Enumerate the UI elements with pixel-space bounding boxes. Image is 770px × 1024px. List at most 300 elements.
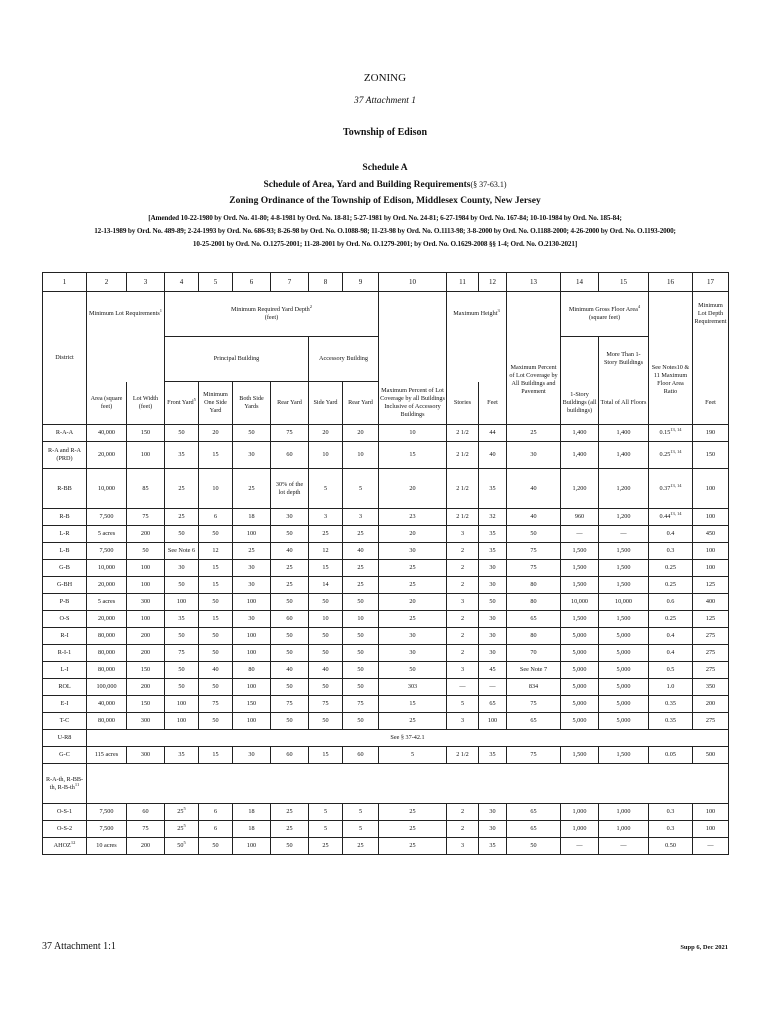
table-cell	[561, 696, 599, 713]
table-cell	[447, 526, 479, 543]
cell-value: 300	[140, 598, 151, 605]
max-height-header	[447, 292, 507, 337]
table-row	[43, 594, 729, 611]
cell-value: 30	[489, 581, 496, 588]
table-cell	[693, 628, 729, 645]
column-number: 14	[561, 273, 599, 292]
cell-value: 100	[246, 649, 257, 656]
table-cell	[447, 577, 479, 594]
table-cell	[479, 425, 507, 442]
district-name: O-S-1	[56, 808, 73, 815]
table-cell	[479, 645, 507, 662]
table-cell	[649, 509, 693, 526]
table-cell	[599, 425, 649, 442]
table-cell	[561, 509, 599, 526]
cell-value: 20,000	[97, 615, 115, 622]
table-cell	[271, 662, 309, 679]
table-row	[43, 662, 729, 679]
district-name: R-A-A	[55, 429, 74, 436]
schedule-table	[42, 272, 729, 855]
cell-value: 50	[530, 530, 537, 537]
cell-value: 75	[530, 700, 537, 707]
column-number: 15	[599, 273, 649, 292]
cell-value: —	[489, 683, 496, 690]
cell-value: —	[459, 683, 466, 690]
table-cell	[561, 713, 599, 730]
cell-value: 30	[286, 513, 293, 520]
table-cell	[233, 611, 271, 628]
far-note-sup: 13, 14	[670, 448, 682, 454]
table-cell	[343, 679, 379, 696]
table-cell	[379, 577, 447, 594]
cell-value: 0.50	[665, 842, 676, 849]
cell-value: 5,000	[572, 666, 587, 673]
column-number: 10	[379, 273, 447, 292]
cell-value: 2 1/2	[456, 451, 469, 458]
cell-value: 1,000	[572, 825, 587, 832]
district-cell	[43, 442, 87, 469]
cell-value: 50	[178, 429, 185, 436]
table-cell	[507, 594, 561, 611]
min-yard-unit: (feet)	[264, 314, 279, 321]
cell-value: 25	[286, 825, 293, 832]
min-gfa-header-text: Minimum Gross Floor Area	[568, 306, 638, 313]
cell-value: 50	[178, 632, 185, 639]
cell-value: 25	[286, 564, 293, 571]
district-cell	[43, 543, 87, 560]
cell-value: 60	[286, 751, 293, 758]
table-cell	[599, 838, 649, 855]
table-cell	[343, 804, 379, 821]
front-yard-sup: 5	[193, 396, 196, 402]
table-cell	[379, 696, 447, 713]
table-cell	[379, 442, 447, 469]
table-cell	[343, 747, 379, 764]
cell-value: 150	[140, 429, 151, 436]
cell-value: 100	[246, 632, 257, 639]
table-cell	[507, 679, 561, 696]
cell-value: 30	[530, 451, 537, 458]
cell-value: 10	[212, 484, 219, 492]
cell-value: 50	[409, 666, 416, 673]
cell-value: 40	[212, 666, 219, 673]
table-cell	[379, 713, 447, 730]
table-cell	[561, 804, 599, 821]
table-cell	[343, 594, 379, 611]
table-cell	[561, 594, 599, 611]
lot-spacer	[87, 337, 165, 382]
table-cell	[127, 560, 165, 577]
table-cell	[599, 543, 649, 560]
cell-value: 75	[286, 429, 293, 436]
cell-value: 30	[489, 632, 496, 639]
table-cell	[447, 442, 479, 469]
cell-value: 5	[323, 484, 328, 492]
district-name: L-R	[59, 530, 70, 537]
cell-value: 25	[177, 808, 184, 815]
table-cell	[561, 442, 599, 469]
total-floors-header: Total of All Floors	[599, 382, 649, 425]
cell-value: 30	[248, 581, 255, 588]
table-cell	[87, 804, 127, 821]
cell-value: 100	[705, 513, 716, 520]
cell-value: 70	[530, 649, 537, 656]
table-cell	[165, 838, 199, 855]
table-cell	[127, 821, 165, 838]
cell-value: 100	[140, 564, 151, 571]
cell-value: 50	[286, 842, 293, 849]
table-cell	[87, 469, 127, 509]
acc-side-header: Side Yard	[309, 382, 343, 425]
attachment-label: 37 Attachment 1	[353, 96, 417, 106]
feet17-header: Feet	[693, 382, 729, 425]
district-name: R-B	[59, 513, 70, 520]
table-cell	[507, 804, 561, 821]
cell-value: 40	[530, 484, 537, 492]
cell-value: 75	[357, 700, 364, 707]
cell-value: 25	[248, 547, 255, 554]
cell-value: 125	[705, 615, 716, 622]
more-than-header: More Than 1-Story Buildings	[599, 337, 649, 382]
table-cell	[309, 628, 343, 645]
table-cell	[693, 645, 729, 662]
cell-value: 40	[286, 666, 293, 673]
column-number: 13	[507, 273, 561, 292]
table-cell	[271, 560, 309, 577]
table-cell	[199, 713, 233, 730]
cell-value: 834	[528, 683, 539, 690]
table-cell	[447, 611, 479, 628]
table-cell	[693, 804, 729, 821]
table-cell	[87, 645, 127, 662]
table-row	[43, 442, 729, 469]
cell-value: 5	[358, 825, 363, 832]
cell-value: 65	[530, 808, 537, 815]
table-cell	[165, 526, 199, 543]
table-cell	[87, 679, 127, 696]
cell-value: 400	[705, 598, 716, 605]
cell-value: 25	[178, 513, 185, 520]
table-cell	[447, 696, 479, 713]
table-cell	[343, 628, 379, 645]
cell-value: 2	[460, 564, 465, 571]
table-cell	[127, 696, 165, 713]
cell-value: 1,200	[616, 513, 631, 520]
district-cell	[43, 679, 87, 696]
district-name: E-I	[60, 700, 69, 707]
table-row	[43, 713, 729, 730]
cell-value: 150	[140, 666, 151, 673]
cell-value: 15	[212, 581, 219, 588]
table-cell	[447, 645, 479, 662]
cell-value: 100	[140, 451, 151, 458]
cell-value: 30% of the lot depth	[275, 480, 304, 496]
district-name: G-C	[59, 751, 70, 758]
cell-value: 25	[409, 615, 416, 622]
table-cell	[379, 628, 447, 645]
table-cell	[693, 838, 729, 855]
cell-value: 2	[460, 632, 465, 639]
cell-value: 50	[286, 683, 293, 690]
cell-value: 80,000	[97, 649, 115, 656]
cell-value: 25	[357, 581, 364, 588]
table-cell	[447, 469, 479, 509]
table-cell	[343, 713, 379, 730]
cell-value: 275	[705, 632, 716, 639]
cell-value: 25	[409, 717, 416, 724]
cell-value: 35	[178, 751, 185, 758]
cell-value: 0.35	[665, 700, 676, 707]
cell-value: 1,500	[616, 581, 631, 588]
table-cell	[693, 713, 729, 730]
cell-value: 0.37	[659, 484, 671, 492]
cell-value: 40	[322, 666, 329, 673]
blank-cell	[87, 764, 729, 804]
district-name: R-A-th, R-BB-th, R-B-th	[45, 775, 84, 791]
cell-value: 500	[705, 751, 716, 758]
table-cell	[233, 821, 271, 838]
section-title: ZONING	[363, 72, 407, 84]
table-cell	[199, 679, 233, 696]
table-cell	[199, 611, 233, 628]
table-cell	[233, 679, 271, 696]
cell-value: 75	[142, 513, 149, 520]
cell-value: 35	[489, 751, 496, 758]
table-cell	[271, 509, 309, 526]
table-cell	[343, 526, 379, 543]
table-cell	[599, 628, 649, 645]
table-cell	[309, 526, 343, 543]
table-cell	[693, 425, 729, 442]
cell-value: 100	[246, 598, 257, 605]
amendment-line-3: 10-25-2001 by Ord. No. O.1275-2001; 11-28-2001 by Ord. No. O.1279-2001; by Ord. No. O.1629-2008 §§ 1-4; Ord. No. O.2130-2021]	[192, 240, 578, 248]
cell-value: 10	[357, 451, 364, 458]
table-cell	[561, 747, 599, 764]
cell-value: See Note 6	[167, 547, 196, 554]
table-cell	[343, 645, 379, 662]
cell-value: 10,000	[97, 564, 115, 571]
min-gfa-sup: 4	[637, 303, 641, 309]
table-cell	[199, 821, 233, 838]
table-cell	[165, 425, 199, 442]
front-yard-header	[165, 382, 199, 425]
table-cell	[165, 560, 199, 577]
column-number: 9	[343, 273, 379, 292]
footer-supplement: Supp 6, Dec 2021	[680, 944, 728, 951]
table-cell	[507, 577, 561, 594]
table-cell	[309, 696, 343, 713]
table-cell	[199, 577, 233, 594]
cell-value: 1,400	[616, 429, 631, 436]
cell-value: 2	[460, 808, 465, 815]
cell-value: 50	[212, 842, 219, 849]
table-cell	[507, 662, 561, 679]
min-yard-header-text: Minimum Required Yard Depth	[231, 306, 310, 313]
table-cell	[87, 611, 127, 628]
cell-value: 25	[357, 564, 364, 571]
table-row	[43, 469, 729, 509]
cell-value: 1,500	[572, 564, 587, 571]
district-name: R-A and R-A (PRD)	[48, 447, 81, 462]
cell-value: 30	[248, 564, 255, 571]
table-cell	[447, 560, 479, 577]
table-cell	[479, 804, 507, 821]
table-cell	[127, 713, 165, 730]
table-cell	[693, 442, 729, 469]
table-cell	[693, 696, 729, 713]
cell-value: 15	[212, 451, 219, 458]
table-cell	[379, 560, 447, 577]
cell-value: 40	[286, 547, 293, 554]
far-note-sup: 13, 14	[670, 426, 682, 432]
table-cell	[233, 696, 271, 713]
table-cell	[599, 560, 649, 577]
table-cell	[271, 747, 309, 764]
table-cell	[479, 611, 507, 628]
cell-value: 25	[322, 530, 329, 537]
table-cell	[379, 747, 447, 764]
table-cell	[127, 628, 165, 645]
min-lot-depth-header: Minimum Lot Depth Requirement	[693, 292, 729, 337]
cell-value: 80,000	[97, 717, 115, 724]
table-cell	[199, 838, 233, 855]
cell-value: 25	[409, 825, 416, 832]
cell-value: 50	[357, 649, 364, 656]
cell-value: 200	[705, 700, 716, 707]
min-one-side-header: Minimum One Side Yard	[199, 382, 233, 425]
feet-header: Feet	[479, 382, 507, 425]
cell-value: 2	[460, 615, 465, 622]
cell-value: 100	[246, 683, 257, 690]
cell-value: 20	[409, 598, 416, 605]
cell-value: 0.05	[665, 751, 676, 758]
cell-value: 5,000	[572, 700, 587, 707]
table-cell	[199, 804, 233, 821]
table-row	[43, 543, 729, 560]
cell-value: 100	[705, 547, 716, 554]
cell-value: 2	[460, 649, 465, 656]
cell-value: 2	[460, 825, 465, 832]
table-row	[43, 696, 729, 713]
district-cell	[43, 713, 87, 730]
table-cell	[199, 469, 233, 509]
cell-value: 0.5	[666, 666, 675, 673]
table-cell	[271, 543, 309, 560]
cell-value: 15	[409, 700, 416, 707]
cell-value: 200	[140, 649, 151, 656]
cell-value: 0.4	[666, 649, 675, 656]
cell-value: 15	[212, 751, 219, 758]
table-cell	[507, 509, 561, 526]
cell-value: 25	[177, 825, 184, 832]
acc-rear-header: Rear Yard	[343, 382, 379, 425]
front-yard-note-sup: 5	[183, 839, 186, 845]
table-cell	[649, 679, 693, 696]
cell-value: 25	[248, 484, 255, 492]
table-cell	[309, 560, 343, 577]
front-yard-note-sup: 5	[183, 805, 186, 811]
cell-value: 50	[178, 530, 185, 537]
table-cell	[693, 594, 729, 611]
table-cell	[271, 713, 309, 730]
district-name: T-C	[59, 717, 70, 724]
table-row	[43, 509, 729, 526]
table-cell	[507, 713, 561, 730]
cell-value: 35	[489, 530, 496, 537]
table-cell	[233, 662, 271, 679]
table-row	[43, 679, 729, 696]
footer-attachment: 37 Attachment 1:1	[42, 941, 116, 952]
table-cell	[479, 509, 507, 526]
table-row	[43, 645, 729, 662]
table-cell	[127, 662, 165, 679]
cell-value: 3	[460, 666, 465, 673]
cell-value: 12	[212, 547, 219, 554]
cell-value: 30	[489, 825, 496, 832]
table-cell	[127, 645, 165, 662]
table-cell	[127, 526, 165, 543]
col13-top	[507, 292, 561, 337]
table-cell	[271, 804, 309, 821]
table-cell	[507, 469, 561, 509]
table-cell	[479, 696, 507, 713]
district-name: G-B	[59, 564, 70, 571]
table-cell	[127, 747, 165, 764]
table-cell	[233, 577, 271, 594]
table-cell	[507, 442, 561, 469]
table-cell	[87, 509, 127, 526]
table-cell	[479, 662, 507, 679]
table-cell	[233, 838, 271, 855]
table-cell	[649, 469, 693, 509]
table-cell	[199, 425, 233, 442]
table-cell	[199, 696, 233, 713]
district-sup: 12	[70, 839, 76, 845]
table-cell	[447, 543, 479, 560]
table-cell	[693, 821, 729, 838]
table-cell	[379, 821, 447, 838]
table-cell	[343, 543, 379, 560]
cell-value: 80	[530, 632, 537, 639]
table-cell	[649, 628, 693, 645]
table-cell	[127, 679, 165, 696]
cell-value: 25	[409, 808, 416, 815]
table-cell	[233, 628, 271, 645]
cell-value: See Note 7	[519, 666, 548, 673]
table-cell	[87, 662, 127, 679]
district-cell	[43, 645, 87, 662]
table-cell	[599, 611, 649, 628]
cell-value: 45	[489, 666, 496, 673]
cell-value: 20	[322, 429, 329, 436]
district-name: L-B	[59, 547, 70, 554]
table-cell	[199, 662, 233, 679]
table-cell	[379, 679, 447, 696]
cell-value: 1,500	[572, 615, 587, 622]
cell-value: 50	[322, 632, 329, 639]
column-number: 8	[309, 273, 343, 292]
both-side-header: Both Side Yards	[233, 382, 271, 425]
table-cell	[561, 469, 599, 509]
table-cell	[447, 838, 479, 855]
cell-value: 60	[357, 751, 364, 758]
table-cell	[599, 442, 649, 469]
cell-value: 50	[530, 842, 537, 849]
table-cell	[599, 526, 649, 543]
cell-value: 100	[487, 717, 498, 724]
cell-value: 125	[705, 581, 716, 588]
cell-value: 65	[530, 717, 537, 724]
